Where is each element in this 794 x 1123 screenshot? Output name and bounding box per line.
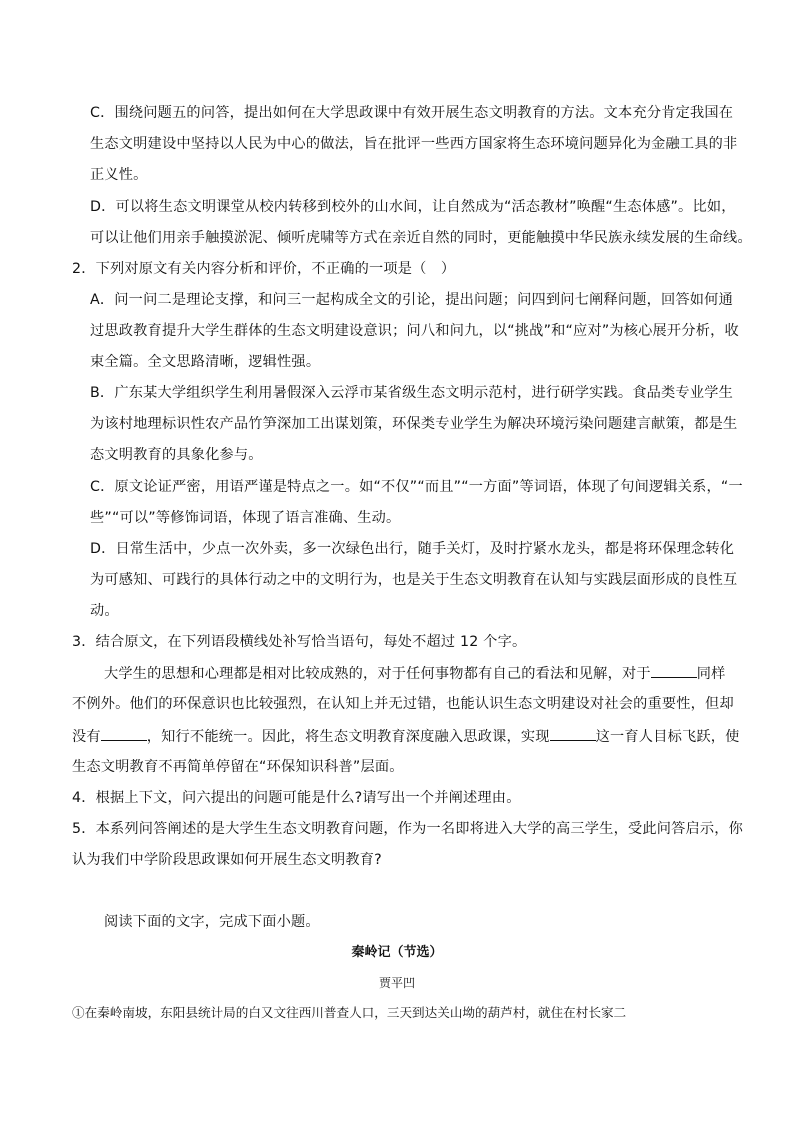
- question-2: 2．下列对原文有关内容分析和评价，不正确的一项是（ ）: [72, 261, 456, 277]
- q3-paragraph-line-1: [104, 663, 726, 684]
- fill-blank-2[interactable]: [101, 726, 147, 741]
- q2-option-d-line-1: D．日常生活中，少点一次外卖，多一次绿色出行，随手关灯，及时拧紧水龙头，都是将环保理念转化: [90, 541, 735, 557]
- q3-text: ，知行不能统一。因此，将生态文明教育深度融入思政课，实现: [146, 729, 550, 745]
- q3-paragraph-line-2: 不例外。他们的环保意识也比较强烈，在认知上并无过错，也能认识生态文明建设对社会的重要性，但却: [72, 696, 734, 712]
- q3-paragraph-line-4: 生态文明教育不再简单停留在“环保知识科普”层面。: [72, 759, 404, 775]
- q2-option-d-line-3: 动。: [90, 603, 119, 619]
- option-d-line-1: D．可以将生态文明课堂从校内转移到校外的山水间，让自然成为“活态教材”唤醒“生态体感”。比如，: [90, 199, 736, 215]
- q3-text: 这一育人目标飞跃，使: [595, 729, 740, 745]
- option-c-line-3: 正义性。: [90, 167, 148, 183]
- q2-option-b-line-3: 态文明教育的具象化参与。: [90, 447, 263, 463]
- q2-option-a-line-3: 束全篇。全文思路清晰，逻辑性强。: [90, 354, 321, 370]
- q2-option-b-line-1: B．广东某大学组织学生利用暑假深入云浮市某省级生态文明示范村，进行研学实践。食品类专业学生: [90, 385, 733, 401]
- passage-body-line-1: ①在秦岭南坡，东阳县统计局的白又文往西川普查人口，三天到达关山坳的葫芦村，就住在村长家二: [72, 1005, 627, 1020]
- question-5-line-2: 认为我们中学阶段思政课如何开展生态文明教育?: [72, 852, 382, 868]
- option-c-line-1: C．围绕问题五的问答，提出如何在大学思政课中有效开展生态文明教育的方法。文本充分肯定我国在: [90, 105, 734, 121]
- question-3: 3．结合原文，在下列语段横线处补写恰当语句，每处不超过 12 个字。: [72, 634, 527, 650]
- q2-option-c-line-2: 些”“可以”等修饰词语，体现了语言准确、生动。: [90, 510, 401, 526]
- q3-text: 同样: [696, 666, 726, 682]
- q3-text: 没有: [72, 729, 101, 745]
- fill-blank-1[interactable]: [651, 663, 697, 678]
- option-d-line-2: 可以让他们用亲手触摸淤泥、倾听虎啸等方式在亲近自然的同时，更能触摸中华民族永续发展的生命线。: [90, 230, 752, 246]
- q3-paragraph-line-3: [72, 726, 740, 747]
- option-c-line-2: 生态文明建设中坚持以人民为中心的做法，旨在批评一些西方国家将生态环境问题异化为金融工具的非: [90, 136, 738, 152]
- passage-author: 贾平凹: [378, 976, 415, 990]
- q2-option-a-line-1: A．问一问二是理论支撑，和问三一起构成全文的引论，提出问题；问四到问七阐释问题，回答如何通: [90, 292, 733, 308]
- question-5-line-1: 5．本系列问答阐述的是大学生生态文明教育问题，作为一名即将进入大学的高三学生，受此问答启示，你: [72, 821, 744, 837]
- q2-option-c-line-1: C．原文论证严密，用语严谨是特点之一。如“不仅”“而且”“一方面”等词语，体现了句间逻辑关系，“一: [90, 479, 743, 495]
- fill-blank-3[interactable]: [550, 726, 596, 741]
- passage-title: 秦岭记（节选）: [351, 945, 443, 960]
- q2-option-a-line-2: 过思政教育提升大学生群体的生态文明建设意识；问八和问九，以“挑战”和“应对”为核心展开分析，收: [90, 323, 739, 339]
- reading-instruction: 阅读下面的文字，完成下面小题。: [104, 914, 320, 930]
- question-4: 4．根据上下文，问六提出的问题可能是什么?请写出一个并阐述理由。: [72, 790, 521, 806]
- q2-option-b-line-2: 为该村地理标识性农产品竹笋深加工出谋划策，环保类专业学生为解决环境污染问题建言献策，都是生: [90, 416, 738, 432]
- q2-option-d-line-2: 为可感知、可践行的具体行动之中的文明行为，也是关于生态文明教育在认知与实践层面形成的良性互: [90, 572, 738, 588]
- q3-text: 大学生的思想和心理都是相对比较成熟的，对于任何事物都有自己的看法和见解，对于: [104, 666, 651, 682]
